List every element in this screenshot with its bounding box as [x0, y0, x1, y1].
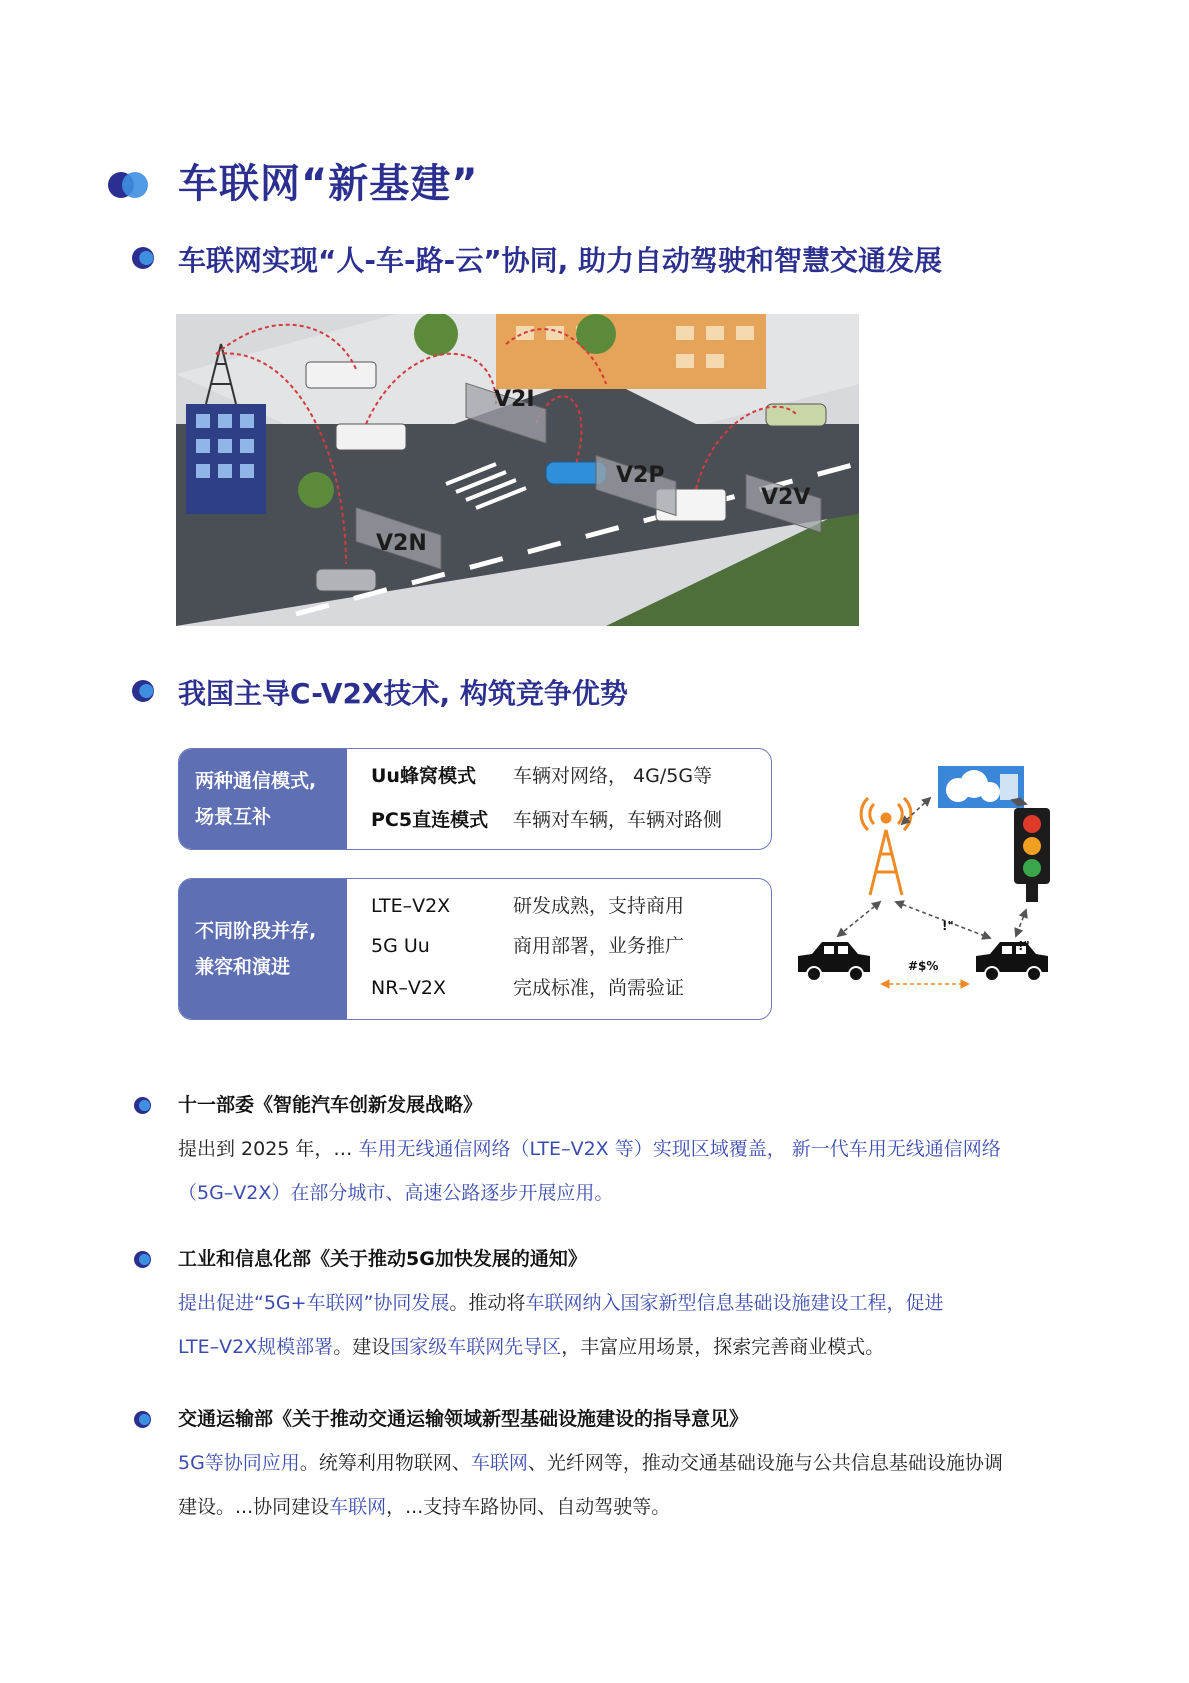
list-bullet-icon [134, 1411, 151, 1428]
plain-text: ，...支持车路协同、自动驾驶等。 [386, 1496, 671, 1518]
policy-text-line [178, 1180, 613, 1206]
stage-desc: 研发成熟，支持商用 [513, 895, 685, 917]
highlighted-text: 5G等协同应用 [178, 1452, 300, 1474]
policy-heading: 交通运输部《关于推动交通运输领域新型基础设施建设的指导意见》 [178, 1408, 749, 1430]
highlighted-text: 车联网纳入国家新型信息基础设施建设工程，促进 [525, 1292, 944, 1314]
mode-name: PC5直连模式 [371, 809, 489, 831]
diagram-label-right: !" [1018, 939, 1030, 953]
section1-title: 车联网实现“人-车-路-云”协同, 助力自动驾驶和智慧交通发展 [178, 244, 943, 277]
card-left-line: 不同阶段并存, [195, 920, 317, 942]
policy-heading: 工业和信息化部《关于推动5G加快发展的通知》 [178, 1248, 587, 1270]
v2x-network-diagram [790, 760, 1060, 1020]
plain-text: ，丰富应用场景，探索完善商业模式。 [561, 1336, 885, 1358]
label-v2p: V2P [616, 463, 665, 488]
plain-text: 提出到 2025 年，… [178, 1138, 359, 1160]
label-v2v: V2V [761, 485, 811, 510]
car-left-icon [798, 942, 870, 981]
title-dots-icon [108, 172, 152, 198]
traffic-light-icon [1014, 808, 1050, 902]
card-left-panel [179, 879, 347, 1019]
mode-desc: 车辆对网络， 4G/5G等 [513, 765, 713, 787]
label-v2n: V2N [376, 531, 427, 556]
page-title: 车联网“新基建” [178, 161, 479, 207]
highlighted-text: 车联网 [470, 1452, 528, 1474]
mode-name: Uu蜂窝模式 [371, 765, 476, 787]
card-left-line: 兼容和演进 [195, 956, 291, 978]
stage-desc: 商用部署，业务推广 [513, 935, 685, 957]
label-v2i: V2I [494, 387, 535, 412]
list-bullet-icon [134, 1251, 151, 1268]
stage-name: 5G Uu [371, 935, 430, 957]
highlighted-text: LTE–V2X规模部署 [178, 1336, 334, 1358]
policy-text-line [178, 1290, 943, 1316]
stage-desc: 完成标准，尚需验证 [513, 977, 685, 999]
plain-text: 。建设 [333, 1336, 391, 1358]
car-right-icon [976, 942, 1048, 981]
section-bullet-icon [132, 680, 154, 702]
cloud-icon [938, 766, 1024, 808]
list-bullet-icon [134, 1097, 151, 1114]
mode-desc: 车辆对车辆，车辆对路侧 [513, 809, 723, 831]
diagram-label-middle: #$% [908, 959, 939, 973]
section2-title: 我国主导C-V2X技术, 构筑竞争优势 [178, 677, 628, 710]
comm-modes-card [178, 748, 772, 850]
highlighted-text: 车用无线通信网络（LTE–V2X 等）实现区域覆盖， 新一代车用无线通信网络 [358, 1138, 1001, 1160]
policy-text-line [178, 1494, 670, 1520]
diagram-label-top: !" [942, 919, 954, 933]
policy-text-line [178, 1136, 1001, 1162]
plain-text: 建设。...协同建设 [178, 1496, 330, 1518]
plain-text: 、光纤网等，推动交通基础设施与公共信息基础设施协调 [527, 1452, 1003, 1474]
v2x-street-illustration [176, 314, 859, 626]
highlighted-text: 提出促进“5G+车联网”协同发展 [178, 1292, 450, 1314]
card-left-line: 两种通信模式, [195, 770, 317, 792]
section-bullet-icon [132, 247, 154, 269]
highlighted-text: （5G–V2X）在部分城市、高速公路逐步开展应用。 [178, 1182, 614, 1204]
policy-heading: 十一部委《智能汽车创新发展战略》 [178, 1094, 483, 1116]
stage-name: LTE–V2X [371, 895, 451, 917]
cell-tower-icon [861, 798, 911, 895]
plain-text: 。统筹利用物联网、 [299, 1452, 471, 1474]
plain-text: 。推动将 [449, 1292, 526, 1314]
card-left-panel [179, 749, 347, 849]
stages-card [178, 878, 772, 1020]
card-left-line: 场景互补 [195, 806, 272, 828]
highlighted-text: 国家级车联网先导区 [390, 1336, 562, 1358]
policy-text-line [178, 1334, 884, 1360]
stage-name: NR–V2X [371, 977, 447, 999]
policy-text-line [178, 1450, 1003, 1476]
highlighted-text: 车联网 [329, 1496, 387, 1518]
